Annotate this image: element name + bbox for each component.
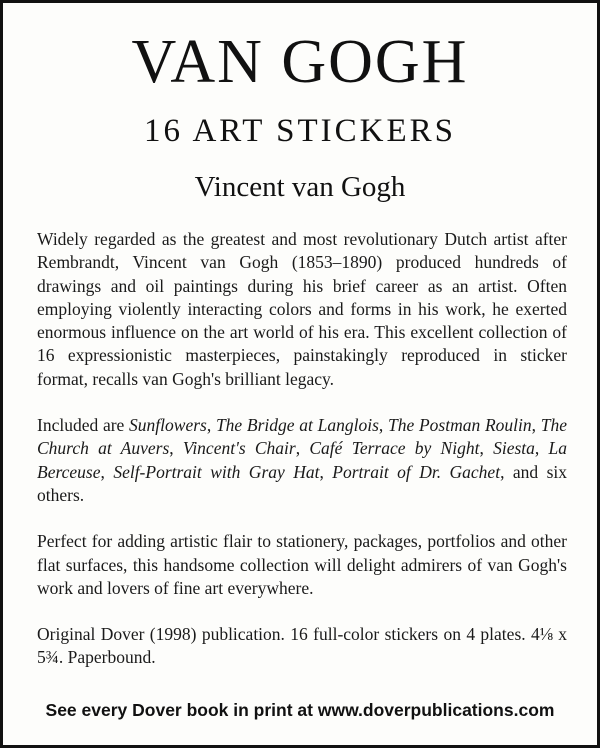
book-subtitle: 16 ART STICKERS: [144, 113, 456, 149]
publication-info: Original Dover (1998) publication. 16 full-color stickers on 4 plates. 4⅛ x 5¾. Paperbound.: [37, 624, 567, 668]
uses-paragraph: Perfect for adding artistic flair to stationery, packages, portfolios and other flat surfaces, this handsome collection will delight admirers of van Gogh's work and lovers of fine art everywhere.: [37, 531, 567, 598]
artwork-title: Self-Portrait with Gray Hat: [113, 461, 320, 482]
artwork-title: The Bridge at Langlois: [215, 415, 379, 436]
artwork-title: Siesta: [493, 438, 535, 459]
included-intro: Included are: [37, 415, 130, 436]
description-body: [37, 228, 567, 693]
artwork-title: The Postman Roulin: [388, 415, 532, 436]
artwork-title: Café Terrace by Night: [309, 438, 480, 459]
artwork-title: Vincent's Chair: [182, 438, 296, 459]
description-paragraph: Widely regarded as the greatest and most revolutionary Dutch artist after Rembrandt, Vincent van Gogh (1853–1890) produced hundreds of drawings and oil paintings during his brief career as an artist. Often employing violently interacting colors and forms in his work, he exerted enormous influence on the art world of his era. This excellent collection of 16 expressionistic masterpieces, painstakingly reproduced in sticker format, recalls van Gogh's brilliant legacy.: [37, 229, 567, 389]
artwork-title: La Berceuse: [37, 438, 568, 482]
included-works-paragraph: Included are Sunflowers, The Bridge at Langlois, The Postman Roulin, The Church at Auvers, Vincent's Chair, Café Terrace by Night, Siesta, La Berceuse, Self-Portrait with Gray Hat, Portrait of Dr. Gachet, and six others.: [37, 415, 568, 505]
footer-url-line: See every Dover book in print at www.doverpublications.com: [45, 700, 555, 720]
artwork-title: Sunflowers: [129, 415, 207, 436]
book-title: VAN GOGH: [131, 28, 469, 96]
artwork-title: The Church at Auvers: [37, 415, 567, 459]
artwork-title: Portrait of Dr. Gachet: [332, 461, 501, 482]
book-author: Vincent van Gogh: [194, 171, 406, 203]
included-outro: , and six others.: [37, 461, 568, 505]
